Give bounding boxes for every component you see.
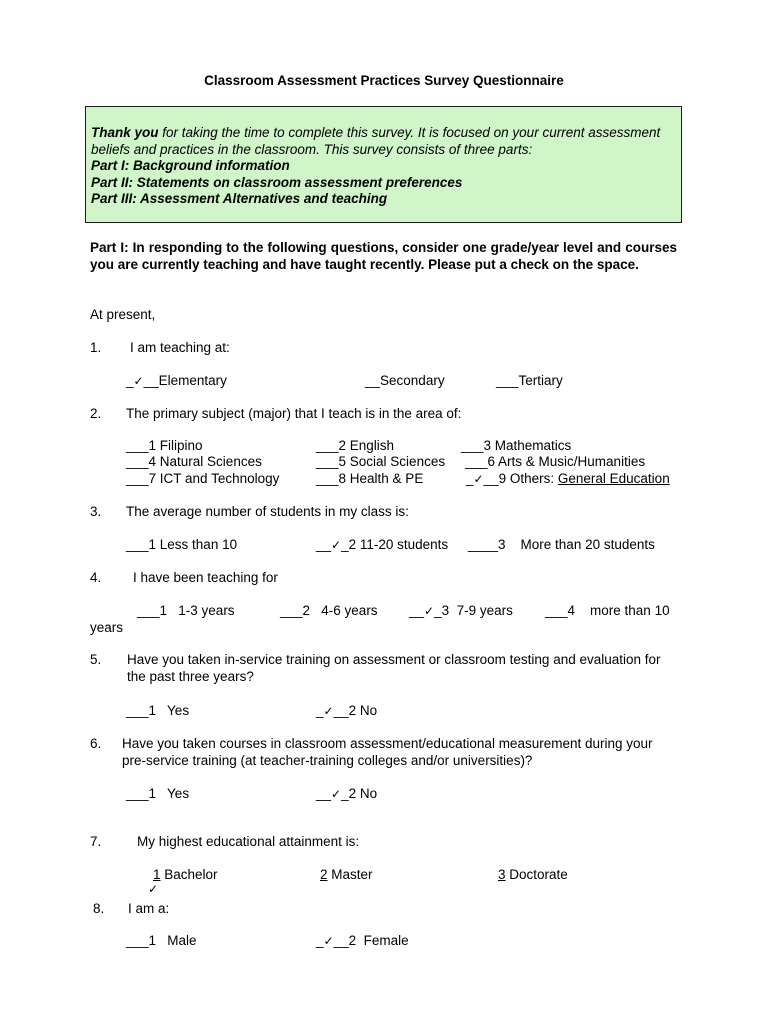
q4-option-4[interactable]: ___4 more than 10 bbox=[545, 603, 670, 618]
q4-option-2[interactable]: ___2 4-6 years bbox=[280, 603, 378, 618]
q7-option-doctorate[interactable]: 3 Doctorate bbox=[498, 867, 568, 882]
q2-option-natural-sciences[interactable]: ___4 Natural Sciences bbox=[126, 454, 262, 469]
check-mark-icon: ✓ bbox=[323, 704, 334, 718]
q6-text: Have you taken courses in classroom assessment/educational measurement during your pre-service training (at teacher-training colleges and/or universities)? bbox=[122, 736, 653, 768]
q7-text: My highest educational attainment is: bbox=[137, 834, 360, 849]
intro-box bbox=[85, 106, 682, 223]
q2-number: 2. bbox=[90, 406, 102, 421]
q7-option-bachelor[interactable]: 1 Bachelor bbox=[153, 867, 218, 882]
q5-option-no[interactable]: _✓__2 No bbox=[316, 703, 378, 718]
intro-description: for taking the time to complete this survey. It is focused on your current assessment beliefs and practices in the classroom. This survey consists of three parts: bbox=[91, 125, 661, 157]
q7-option-master[interactable]: 2 Master bbox=[320, 867, 373, 882]
q1-option-secondary[interactable]: __Secondary bbox=[365, 373, 445, 388]
q1-text: I am teaching at: bbox=[130, 340, 230, 355]
q8-number: 8. bbox=[93, 901, 105, 916]
check-mark-icon: ✓ bbox=[473, 472, 484, 486]
thank-you-text: Thank you bbox=[91, 125, 159, 140]
check-mark-icon: ✓ bbox=[331, 787, 342, 801]
intro-part-3: Part III: Assessment Alternatives and teaching bbox=[91, 191, 388, 206]
q2-option-mathematics[interactable]: ___3 Mathematics bbox=[461, 438, 572, 453]
q5-text: Have you taken in-service training on assessment or classroom testing and evaluation for the past three years? bbox=[127, 652, 661, 684]
check-mark-icon: ✓ bbox=[148, 882, 159, 896]
q2-text: The primary subject (major) that I teach is in the area of: bbox=[126, 406, 462, 421]
q1-number: 1. bbox=[90, 340, 102, 355]
q5-option-yes[interactable]: ___1 Yes bbox=[126, 703, 190, 718]
q6-number: 6. bbox=[90, 736, 102, 751]
q4-option-4-wrap: years bbox=[90, 620, 124, 635]
q3-option-3[interactable]: ____3 More than 20 students bbox=[468, 537, 655, 552]
q5-number: 5. bbox=[90, 652, 102, 667]
q1-option-tertiary[interactable]: ___Tertiary bbox=[496, 373, 563, 388]
q8-option-male[interactable]: ___1 Male bbox=[126, 933, 197, 948]
document-title: Classroom Assessment Practices Survey Questionnaire bbox=[204, 73, 564, 88]
q7-number: 7. bbox=[90, 834, 102, 849]
intro-part-1: Part I: Background information bbox=[91, 158, 290, 173]
q8-option-female[interactable]: _✓__2 Female bbox=[316, 933, 409, 948]
q4-option-1[interactable]: ___1 1-3 years bbox=[137, 603, 235, 618]
check-mark-icon: ✓ bbox=[323, 934, 334, 948]
q6-option-yes[interactable]: ___1 Yes bbox=[126, 786, 190, 801]
q2-option-filipino[interactable]: ___1 Filipino bbox=[126, 438, 203, 453]
q1-option-elementary[interactable]: _✓__Elementary bbox=[126, 373, 227, 388]
q2-option-others[interactable]: _✓__9 Others: General Education bbox=[466, 471, 670, 486]
q4-number: 4. bbox=[90, 570, 102, 585]
part1-instruction: Part I: In responding to the following questions, consider one grade/year level and courses you are currently teaching and have taught recently. Please put a check on the space. bbox=[90, 240, 677, 272]
q2-option-health-pe[interactable]: ___8 Health & PE bbox=[316, 471, 424, 486]
q2-option-ict[interactable]: ___7 ICT and Technology bbox=[126, 471, 280, 486]
q8-text: I am a: bbox=[128, 901, 170, 916]
q4-option-3[interactable]: __✓_3 7-9 years bbox=[409, 603, 513, 618]
q6-option-no[interactable]: __✓_2 No bbox=[316, 786, 378, 801]
check-mark-icon: ✓ bbox=[424, 604, 435, 618]
q3-text: The average number of students in my class is: bbox=[126, 504, 409, 519]
q2-option-social-sciences[interactable]: ___5 Social Sciences bbox=[316, 454, 446, 469]
q2-option-arts[interactable]: ___6 Arts & Music/Humanities bbox=[465, 454, 646, 469]
q2-others-value: General Education bbox=[557, 471, 670, 486]
at-present-text: At present, bbox=[90, 307, 156, 322]
q3-option-2[interactable]: __✓_2 11-20 students bbox=[316, 537, 449, 552]
q3-option-1[interactable]: ___1 Less than 10 bbox=[126, 537, 238, 552]
intro-text bbox=[91, 125, 677, 208]
check-mark-icon: ✓ bbox=[133, 374, 144, 388]
intro-part-2: Part II: Statements on classroom assessment preferences bbox=[91, 174, 463, 190]
q3-number: 3. bbox=[90, 504, 102, 519]
check-mark-icon: ✓ bbox=[331, 538, 342, 552]
q4-text: I have been teaching for bbox=[133, 570, 278, 585]
q2-option-english[interactable]: ___2 English bbox=[316, 438, 395, 453]
